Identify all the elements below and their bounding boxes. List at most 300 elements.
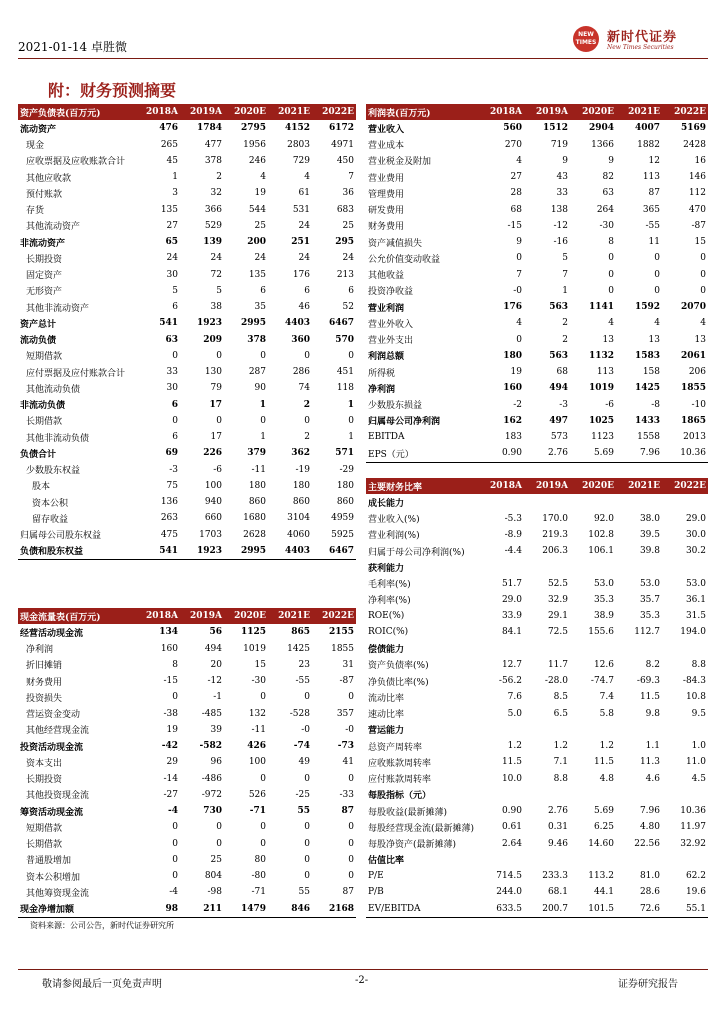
cell-value: 0: [304, 692, 310, 703]
table-row: [366, 657, 708, 673]
row-label: 应收票据及应收账款合计: [26, 157, 126, 168]
cell-value: 7: [348, 172, 354, 183]
cell-value: 531: [292, 204, 310, 215]
cell-value: 11.5: [639, 692, 660, 703]
row-label: 长期投资: [26, 254, 63, 265]
row-label: 普通股增加: [26, 856, 72, 867]
cell-value: -486: [201, 773, 222, 784]
row-label: 其他流动负债: [26, 384, 81, 395]
row-label: 资产负债率(%): [368, 661, 429, 672]
cell-value: 7: [516, 269, 522, 280]
row-label: P/B: [368, 887, 384, 898]
cell-value: 0: [304, 415, 310, 426]
table-row: [366, 819, 708, 835]
cell-value: 846: [268, 901, 312, 918]
year-header: 2019A: [524, 104, 570, 120]
disclaimer-link[interactable]: 敬请参阅最后一页免责声明: [42, 979, 162, 990]
cell-value: 0: [304, 822, 310, 833]
cell-value: 155.6: [588, 627, 614, 638]
cell-value: 4152: [284, 123, 310, 134]
cell-value: 1433: [634, 415, 660, 426]
row-label: 公允价值变动收益: [368, 254, 441, 265]
cell-value: 62.2: [685, 871, 706, 882]
table-row: [366, 315, 708, 331]
cell-value: 27: [166, 220, 178, 231]
cell-value: 5: [216, 285, 222, 296]
cell-value: 36: [342, 188, 354, 199]
cell-value: -15: [163, 676, 178, 687]
cell-value: 11.7: [547, 659, 568, 670]
cell-value: 180: [336, 480, 354, 491]
header-divider: [18, 58, 708, 59]
row-label: 净利率(%): [368, 596, 411, 607]
cell-value: 12.6: [593, 659, 614, 670]
cell-value: 10.36: [662, 445, 708, 462]
report-type: 证券研究报告: [618, 979, 678, 990]
cell-value: [524, 722, 570, 738]
cell-value: 35.7: [639, 594, 660, 605]
cell-value: 209: [203, 334, 222, 345]
table-row: [366, 852, 708, 868]
cell-value: 1: [562, 285, 568, 296]
year-header: 2019A: [180, 608, 224, 624]
cell-value: 1855: [680, 383, 706, 394]
data-source-note: 资料来源：公司公告，新时代证券研究所: [30, 921, 174, 930]
cell-value: -3: [169, 464, 178, 475]
table-row: [366, 380, 708, 396]
cell-value: 1479: [224, 901, 268, 918]
year-header: 2018A: [478, 478, 524, 494]
table-title: 现金流量表(百万元): [18, 608, 136, 624]
cell-value: 5.8: [599, 708, 614, 719]
cell-value: 264: [596, 204, 614, 215]
cell-value: 573: [550, 432, 568, 443]
cell-value: 2428: [683, 139, 706, 150]
cell-value: 100: [248, 757, 266, 768]
cell-value: -1: [213, 692, 222, 703]
cell-value: [570, 787, 616, 803]
table-row: [18, 673, 356, 689]
cell-value: -69.3: [636, 676, 660, 687]
cell-value: 53.0: [639, 578, 660, 589]
cell-value: 11: [648, 237, 660, 248]
cell-value: 15: [254, 659, 266, 670]
cell-value: 1.2: [507, 741, 522, 752]
financial-ratios-table: [366, 478, 708, 918]
table-row: [18, 413, 356, 429]
cell-value: 180: [503, 350, 522, 361]
cell-value: 251: [291, 237, 310, 248]
table-row: [366, 754, 708, 770]
cell-value: 0: [348, 838, 354, 849]
cell-value: 1123: [591, 432, 614, 443]
cell-value: 12.7: [501, 659, 522, 670]
table-row: [366, 543, 708, 559]
year-header: 2022E: [662, 478, 708, 494]
cell-value: -55: [645, 220, 660, 231]
cell-value: 0: [700, 253, 706, 264]
cell-value: 233.3: [542, 871, 568, 882]
cell-value: 29.1: [547, 611, 568, 622]
cell-value: 287: [248, 367, 266, 378]
cell-value: 660: [204, 513, 222, 524]
cell-value: 22.56: [634, 838, 660, 849]
cell-value: -38: [163, 708, 178, 719]
row-label: 经营活动现金流: [20, 628, 84, 639]
row-label: 资产减值损失: [368, 238, 423, 249]
cell-value: 246: [248, 155, 266, 166]
year-header: 2022E: [312, 608, 356, 624]
cell-value: 0: [654, 269, 660, 280]
cell-value: 4: [654, 318, 660, 329]
table-row: [18, 202, 356, 218]
table-row: [366, 348, 708, 364]
table-row: [366, 364, 708, 380]
cell-value: 1956: [243, 139, 266, 150]
cell-value: -8: [651, 399, 660, 410]
row-label: 财务费用: [368, 222, 405, 233]
cell-value: 451: [336, 367, 354, 378]
cell-value: 378: [204, 155, 222, 166]
cell-value: 79: [210, 383, 222, 394]
cell-value: -5.3: [504, 513, 522, 524]
cell-value: 0: [260, 773, 266, 784]
year-header: 2020E: [570, 478, 616, 494]
cell-value: 46: [298, 302, 310, 313]
cell-value: -582: [199, 741, 222, 752]
cell-value: -6: [605, 399, 614, 410]
cell-value: 0.90: [501, 806, 522, 817]
row-label: 应收账款周转率: [368, 758, 432, 769]
cell-value: 24: [254, 253, 266, 264]
cell-value: 8: [608, 237, 614, 248]
cell-value: 15: [694, 237, 706, 248]
cell-value: 0: [348, 871, 354, 882]
cell-value: -6: [213, 464, 222, 475]
cell-value: 0: [608, 285, 614, 296]
cell-value: 1855: [331, 643, 354, 654]
row-label: P/E: [368, 871, 384, 882]
cell-value: 4971: [331, 139, 354, 150]
cell-value: 0: [348, 350, 354, 361]
cell-value: 51.7: [501, 578, 522, 589]
cell-value: 113: [596, 367, 614, 378]
row-label: 资本公积: [32, 498, 69, 509]
cell-value: 53.0: [593, 578, 614, 589]
cell-value: 0.31: [547, 822, 568, 833]
cell-value: 55: [298, 887, 310, 898]
cell-value: -15: [507, 220, 522, 231]
cell-value: 32.9: [547, 594, 568, 605]
year-header: 2022E: [312, 104, 356, 120]
cell-value: 0: [260, 822, 266, 833]
cell-value: 2061: [680, 350, 706, 361]
table-row: [18, 624, 356, 640]
cell-value: 68: [510, 204, 522, 215]
table-row: [18, 754, 356, 770]
cell-value: 4959: [331, 513, 354, 524]
row-label: 预付账款: [26, 189, 63, 200]
row-label: 其他投资现金流: [26, 791, 90, 802]
row-label: 折旧摊销: [26, 661, 63, 672]
cell-value: 4007: [634, 123, 660, 134]
table-row: [366, 153, 708, 169]
table-row: [18, 803, 356, 819]
cell-value: 476: [159, 123, 178, 134]
year-header: 2018A: [136, 104, 180, 120]
row-label: 研发费用: [368, 206, 405, 217]
cell-value: [570, 494, 616, 510]
row-label: 短期借款: [26, 823, 63, 834]
year-header: 2020E: [570, 104, 616, 120]
table-row: [366, 836, 708, 852]
cell-value: 4403: [268, 543, 312, 560]
cell-value: 1923: [180, 543, 224, 560]
cell-value: -29: [339, 464, 354, 475]
cell-value: -12: [553, 220, 568, 231]
cell-value: 139: [203, 237, 222, 248]
cell-value: 19.6: [685, 887, 706, 898]
cell-value: 0: [516, 253, 522, 264]
cell-value: 44.1: [593, 887, 614, 898]
cell-value: 38.0: [639, 513, 660, 524]
table-row: [366, 283, 708, 299]
table-row: [366, 445, 708, 462]
table-row: [366, 803, 708, 819]
year-header: 2018A: [478, 104, 524, 120]
table-row: [366, 884, 708, 900]
cell-value: 4: [516, 318, 522, 329]
cell-value: [570, 722, 616, 738]
row-label: 流动负债: [20, 336, 57, 347]
cell-value: 4.8: [599, 773, 614, 784]
cell-value: 4: [608, 318, 614, 329]
table-header-row: [366, 478, 708, 494]
row-label: 存货: [26, 206, 45, 217]
cell-value: [662, 559, 708, 575]
cell-value: 56: [209, 627, 222, 638]
row-label: 负债和股东权益: [18, 543, 136, 560]
cell-value: 940: [204, 497, 222, 508]
cell-value: [478, 494, 524, 510]
cell-value: 11.5: [593, 757, 614, 768]
cell-value: 25: [254, 220, 266, 231]
cell-value: [662, 787, 708, 803]
cell-value: 31.5: [685, 611, 706, 622]
table-row: [18, 185, 356, 201]
year-header: 2021E: [616, 104, 662, 120]
cell-value: 17: [209, 399, 222, 410]
row-label: 营业利润: [368, 303, 405, 314]
cell-value: 0.61: [501, 822, 522, 833]
row-label: 归属母公司股东权益: [20, 531, 102, 542]
cell-value: -485: [201, 708, 222, 719]
cell-value: [616, 722, 662, 738]
year-header: 2019A: [524, 478, 570, 494]
table-row: [366, 771, 708, 787]
cell-value: 860: [248, 497, 266, 508]
cell-value: 5.0: [507, 708, 522, 719]
cell-value: -28.0: [544, 676, 568, 687]
table-row: [366, 722, 708, 738]
table-row: [18, 478, 356, 494]
cell-value: 1019: [588, 383, 614, 394]
cell-value: 0: [172, 415, 178, 426]
cell-value: 4: [260, 172, 266, 183]
cell-value: 2.76: [547, 806, 568, 817]
cell-value: 29: [166, 757, 178, 768]
cell-value: 5.69: [570, 445, 616, 462]
cell-value: 1: [348, 432, 354, 443]
table-row: [366, 429, 708, 445]
row-label: 每股收益(最新摊薄): [368, 807, 448, 818]
table-row: [366, 559, 708, 575]
cell-value: 63: [602, 188, 614, 199]
cell-value: 286: [292, 367, 310, 378]
cell-value: 7.96: [616, 445, 662, 462]
cell-value: 1425: [287, 643, 310, 654]
table-row: [18, 397, 356, 413]
cell-value: 10.36: [680, 806, 706, 817]
cell-value: 7.4: [599, 692, 614, 703]
cell-value: 146: [688, 172, 706, 183]
cell-value: 1425: [634, 383, 660, 394]
cell-value: 19: [510, 367, 522, 378]
cell-value: 206.3: [542, 546, 568, 557]
row-label: 速动比率: [368, 710, 405, 721]
table-row: [18, 722, 356, 738]
logo-emblem-icon: NEW TIMES: [573, 26, 599, 52]
cell-value: 2.76: [524, 445, 570, 462]
table-row: [18, 153, 356, 169]
table-row: [366, 397, 708, 413]
cell-value: 43: [556, 172, 568, 183]
cell-value: 378: [247, 334, 266, 345]
cell-value: 0: [608, 269, 614, 280]
table-row: [18, 901, 356, 918]
table-row: [18, 787, 356, 803]
cell-value: [570, 852, 616, 868]
cell-value: 81.0: [639, 871, 660, 882]
cell-value: 11.0: [685, 757, 706, 768]
cell-value: 68.1: [547, 887, 568, 898]
table-row: [366, 250, 708, 266]
cell-value: 138: [550, 204, 568, 215]
cell-value: 0: [700, 269, 706, 280]
row-label: 净利润: [26, 645, 54, 656]
cell-value: 31: [342, 659, 354, 670]
table-title: 主要财务比率: [366, 478, 478, 494]
cell-value: 0: [172, 854, 178, 865]
row-label: 现金净增加额: [18, 901, 136, 918]
cell-value: 39.8: [639, 546, 660, 557]
cell-value: 1: [347, 399, 354, 410]
cell-value: 41: [342, 757, 354, 768]
cell-value: 529: [204, 220, 222, 231]
cell-value: 20: [210, 659, 222, 670]
table-row: [366, 332, 708, 348]
cell-value: [662, 722, 708, 738]
cell-value: 0.90: [478, 445, 524, 462]
table-header-row: [18, 608, 356, 624]
cell-value: 2.64: [501, 838, 522, 849]
row-label: 获利能力: [368, 563, 405, 574]
cell-value: -14: [163, 773, 178, 784]
cell-value: 9: [562, 155, 568, 166]
cell-value: 860: [292, 497, 310, 508]
cell-value: 7: [562, 269, 568, 280]
cell-value: [662, 852, 708, 868]
cell-value: 92.0: [593, 513, 614, 524]
row-label: 营业税金及附加: [368, 157, 432, 168]
cell-value: 6: [348, 285, 354, 296]
cell-value: 4.5: [691, 773, 706, 784]
table-row: [366, 202, 708, 218]
cell-value: 2: [304, 432, 310, 443]
cell-value: -2: [513, 399, 522, 410]
cell-value: -11: [251, 724, 266, 735]
cell-value: 6467: [312, 543, 356, 560]
cell-value: 52: [342, 302, 354, 313]
cell-value: 206: [688, 367, 706, 378]
table-row: [18, 884, 356, 900]
cell-value: 541: [136, 543, 180, 560]
row-label: 股本: [32, 482, 51, 493]
cell-value: 6.5: [553, 708, 568, 719]
table-row: [18, 657, 356, 673]
table-row: [366, 689, 708, 705]
cell-value: 11.97: [680, 822, 706, 833]
table-row: [18, 299, 356, 315]
cell-value: 366: [204, 204, 222, 215]
cell-value: 563: [549, 350, 568, 361]
row-label: 管理费用: [368, 189, 405, 200]
cell-value: 0: [172, 838, 178, 849]
cell-value: 87: [648, 188, 660, 199]
cell-value: 2168: [312, 901, 356, 918]
table-row: [366, 641, 708, 657]
cell-value: 55: [297, 806, 310, 817]
cell-value: -25: [295, 789, 310, 800]
row-label: 长期借款: [26, 840, 63, 851]
cell-value: 357: [336, 708, 354, 719]
row-label: ROE(%): [368, 611, 405, 622]
row-label: EBITDA: [368, 432, 405, 443]
cell-value: 106.1: [588, 546, 614, 557]
cell-value: 1558: [637, 432, 660, 443]
table-row: [366, 901, 708, 918]
row-label: EV/EBITDA: [366, 901, 478, 918]
cell-value: 360: [291, 334, 310, 345]
cell-value: 4060: [287, 529, 310, 540]
cell-value: [524, 787, 570, 803]
cell-value: 2: [562, 334, 568, 345]
cell-value: 5: [562, 253, 568, 264]
table-row: [18, 641, 356, 657]
cell-value: 8.8: [553, 773, 568, 784]
cell-value: 7.1: [553, 757, 568, 768]
table-header-row: [366, 104, 708, 120]
cell-value: 719: [550, 139, 568, 150]
cell-value: 134: [159, 627, 178, 638]
cell-value: 101.5: [570, 901, 616, 918]
row-label: 营业收入: [368, 124, 405, 135]
row-label: ROIC(%): [368, 627, 409, 638]
cell-value: 2155: [328, 627, 354, 638]
cell-value: -30: [599, 220, 614, 231]
cell-value: 1.1: [645, 741, 660, 752]
cell-value: 4: [304, 172, 310, 183]
